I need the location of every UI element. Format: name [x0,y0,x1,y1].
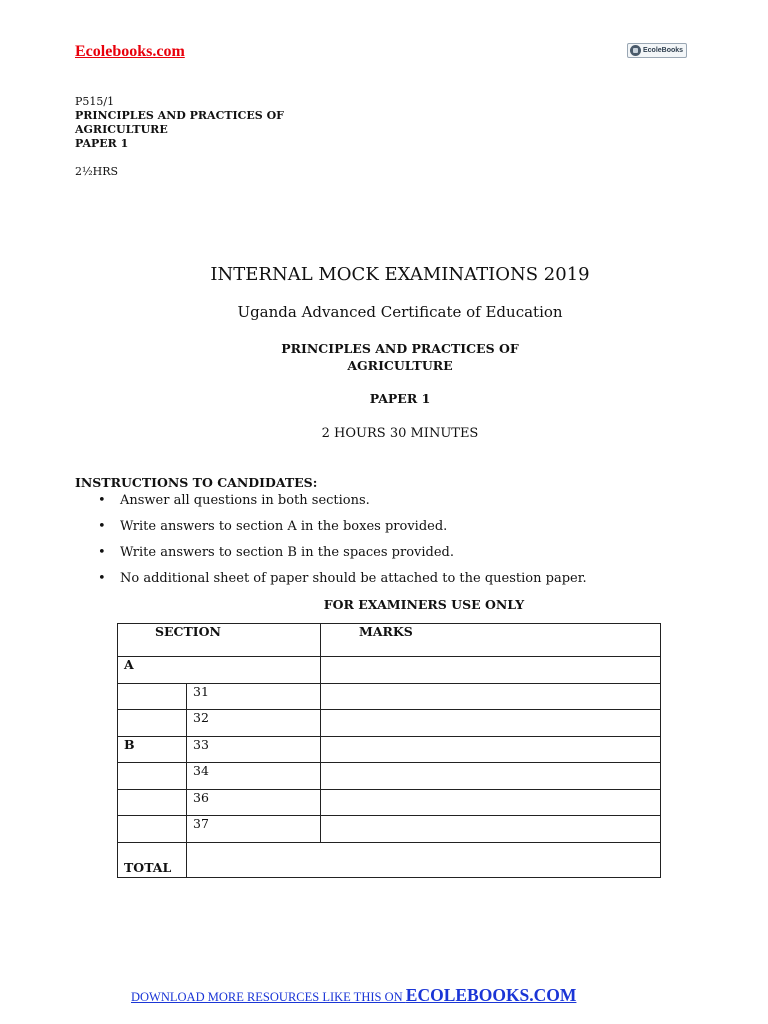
subject-line: AGRICULTURE [75,123,168,136]
marks-cell [321,684,661,710]
download-link[interactable] [131,985,576,1006]
total-row [118,843,661,878]
bullet-icon: • [98,545,106,560]
instruction-item [98,492,698,518]
marks-cell [321,657,661,684]
section-cell [118,710,187,737]
marks-cell [321,710,661,737]
table-row [118,710,661,737]
total-label: TOTAL [118,843,187,878]
paper-name-line: PRINCIPLES AND PRACTICES OF [281,341,519,356]
question-cell: 33 [187,737,321,763]
marks-header: MARKS [321,624,661,657]
marks-cell [321,816,661,843]
exam-board: Uganda Advanced Certificate of Education [237,303,563,321]
table-row [118,763,661,790]
download-text: DOWNLOAD MORE RESOURCES LIKE THIS ON [131,990,406,1004]
instruction-text: Answer all questions in both sections. [120,493,370,508]
exam-duration: 2 HOURS 30 MINUTES [321,426,479,441]
table-header-row [118,624,661,657]
question-cell: 36 [187,790,321,816]
site-link[interactable]: Ecolebooks.com [75,43,185,60]
instruction-text: Write answers to section B in the spaces provided. [120,545,455,560]
paper-name-line: AGRICULTURE [347,358,453,373]
section-cell: A [118,657,321,684]
section-header: SECTION [118,624,321,657]
paper-name [0,340,768,374]
table-row [118,737,661,763]
ecolebooks-logo-icon [630,45,641,56]
duration-short: 2½HRS [75,165,119,178]
section-cell: B [118,737,187,763]
bullet-icon: • [98,519,106,534]
instructions-list [98,492,698,596]
examiners-heading: FOR EXAMINERS USE ONLY [323,597,525,612]
logo-text: EcoleBooks [643,47,684,54]
section-cell [118,684,187,710]
ecolebooks-logo [627,43,687,58]
question-cell: 31 [187,684,321,710]
instruction-text: No additional sheet of paper should be attached to the question paper. [120,571,587,586]
instructions-heading: INSTRUCTIONS TO CANDIDATES: [75,475,318,490]
marks-cell [321,737,661,763]
section-cell [118,790,187,816]
marks-cell [321,763,661,790]
instruction-item [98,544,698,570]
question-cell: 37 [187,816,321,843]
question-cell: 34 [187,763,321,790]
exam-title: INTERNAL MOCK EXAMINATIONS 2019 [210,264,590,285]
instruction-item [98,570,698,596]
question-cell: 32 [187,710,321,737]
section-cell [118,816,187,843]
bullet-icon: • [98,571,106,586]
download-site: ECOLEBOOKS.COM [405,985,577,1005]
marks-table [117,623,661,878]
bullet-icon: • [98,493,106,508]
subject-block [75,109,325,151]
section-cell [118,763,187,790]
subject-line: PRINCIPLES AND PRACTICES OF [75,109,284,122]
table-row [118,816,661,843]
total-cell [187,843,661,878]
table-row [118,790,661,816]
paper-code: P515/1 [75,95,115,108]
table-row [118,657,661,684]
subject-line: PAPER 1 [75,137,129,150]
table-row [118,684,661,710]
instruction-item [98,518,698,544]
instruction-text: Write answers to section A in the boxes provided. [120,519,448,534]
paper-number: PAPER 1 [369,391,431,406]
marks-cell [321,790,661,816]
